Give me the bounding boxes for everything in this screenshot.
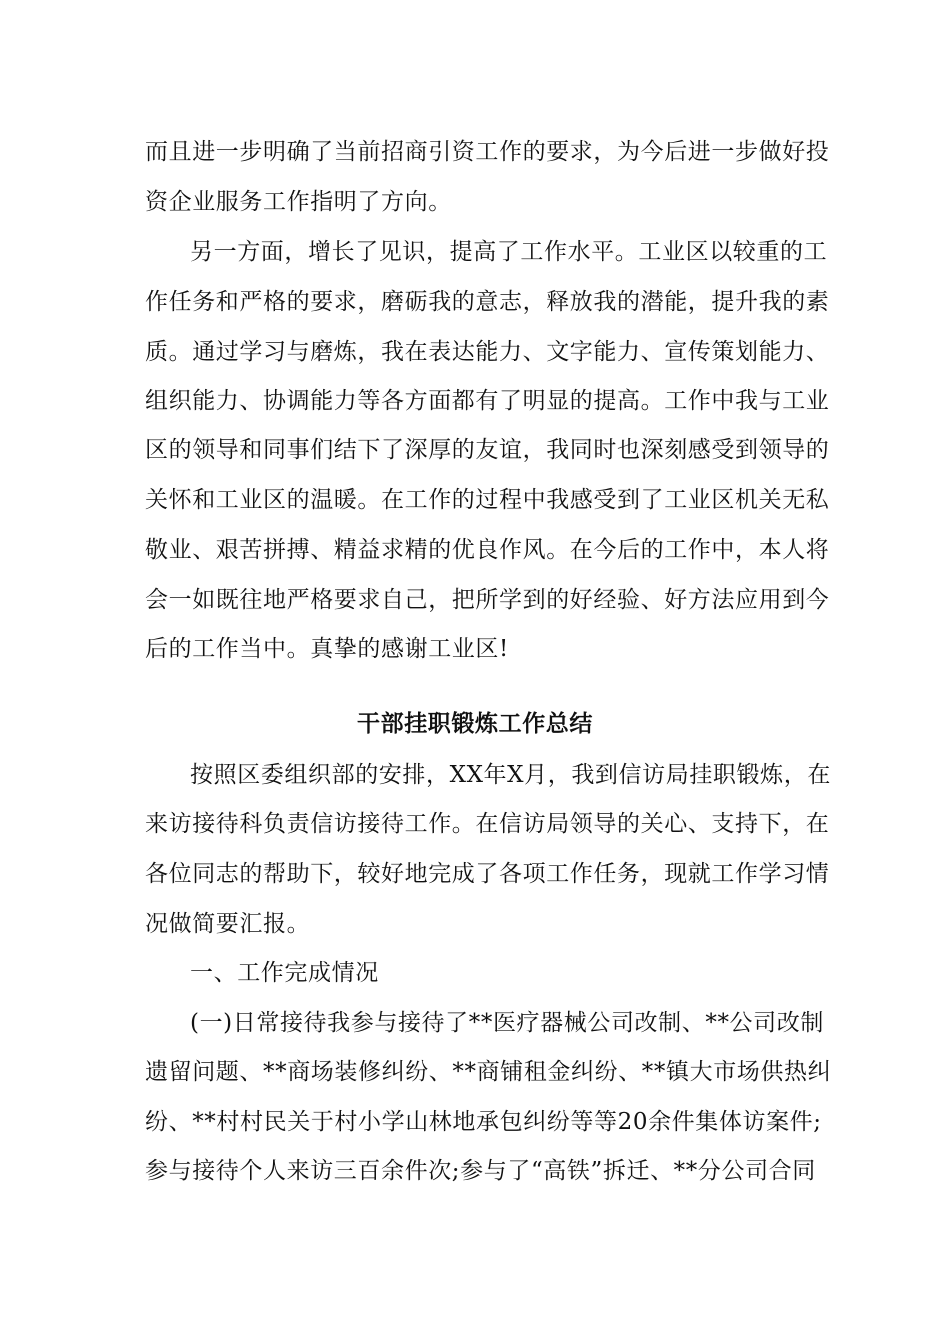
paragraph-line: 关怀和工业区的温暖。在工作的过程中我感受到了工业区机关无私 bbox=[145, 487, 830, 513]
paragraph-line: 组织能力、协调能力等各方面都有了明显的提高。工作中我与工业 bbox=[145, 388, 830, 414]
paragraph-line: 资企业服务工作指明了方向。 bbox=[145, 189, 452, 215]
paragraph-line: 按照区委组织部的安排，XX年X月，我到信访局挂职锻炼，在 bbox=[190, 762, 831, 788]
paragraph-line: 遗留问题、**商场装修纠纷、**商铺租金纠纷、**镇大市场供热纠 bbox=[145, 1059, 832, 1085]
paragraph-line: 况做简要汇报。 bbox=[145, 911, 311, 937]
paragraph-line: 会一如既往地严格要求自己，把所学到的好经验、好方法应用到今 bbox=[145, 587, 830, 613]
paragraph-line: 来访接待科负责信访接待工作。在信访局领导的关心、支持下，在 bbox=[145, 811, 830, 837]
section-title: 干部挂职锻炼工作总结 bbox=[357, 710, 593, 737]
paragraph-line: 敬业、艰苦拼搏、精益求精的优良作风。在今后的工作中，本人将 bbox=[145, 537, 830, 563]
paragraph-line: 而且进一步明确了当前招商引资工作的要求，为今后进一步做好投 bbox=[145, 139, 830, 165]
paragraph-line: 各位同志的帮助下，较好地完成了各项工作任务，现就工作学习情 bbox=[145, 861, 830, 887]
paragraph-line: 后的工作当中。真挚的感谢工业区! bbox=[145, 636, 509, 662]
paragraph-line: 作任务和严格的要求，磨砺我的意志，释放我的潜能，提升我的素 bbox=[145, 289, 830, 315]
paragraph-line: 区的领导和同事们结下了深厚的友谊，我同时也深刻感受到领导的 bbox=[145, 437, 830, 463]
paragraph-line: 参与接待个人来访三百余件次;参与了“高铁”拆迁、**分公司合同 bbox=[145, 1158, 816, 1184]
paragraph-line: 另一方面，增长了见识，提高了工作水平。工业区以较重的工 bbox=[190, 239, 828, 265]
paragraph-line: (一)日常接待我参与接待了**医疗器械公司改制、**公司改制 bbox=[190, 1010, 824, 1036]
paragraph-line: 纷、**村村民关于村小学山林地承包纠纷等等20余件集体访案件; bbox=[145, 1109, 822, 1135]
paragraph-line: 质。通过学习与磨炼，我在表达能力、文字能力、宣传策划能力、 bbox=[145, 339, 830, 365]
section-heading: 一、工作完成情况 bbox=[190, 960, 379, 986]
